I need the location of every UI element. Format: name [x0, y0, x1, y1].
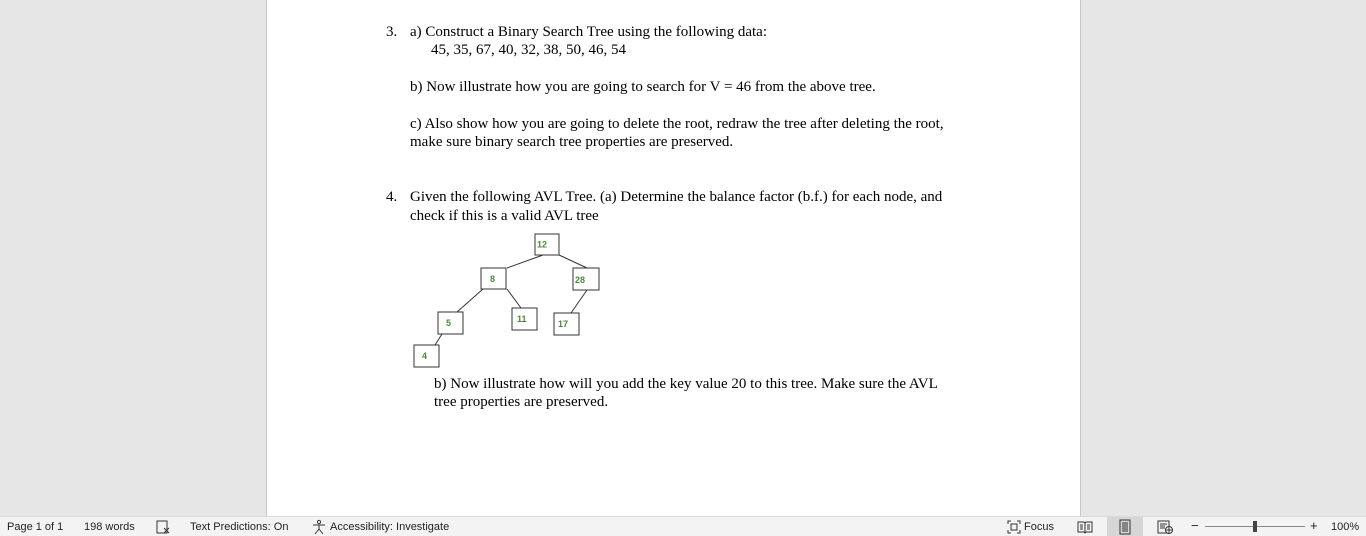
q3-data: 45, 35, 67, 40, 32, 38, 50, 46, 54: [431, 42, 626, 58]
zoom-in-button[interactable]: +: [1310, 518, 1318, 533]
zoom-slider-thumb[interactable]: [1253, 521, 1257, 532]
edge-8-11: [507, 289, 521, 308]
edge-12-28: [559, 255, 587, 268]
print-layout-icon[interactable]: [1117, 519, 1133, 535]
status-bar: [0, 516, 1366, 536]
focus-icon[interactable]: [1006, 519, 1022, 535]
q3-a-line1: a) Construct a Binary Search Tree using the following data:: [410, 24, 768, 40]
q4-a-line2: check if this is a valid AVL tree: [410, 208, 599, 224]
node-label-4: 4: [422, 351, 428, 361]
q3-number: 3.: [386, 24, 398, 40]
q3-c-line1: c) Also show how you are going to delete the root, redraw the tree after deleting the root,: [410, 116, 944, 132]
q3-c-line2: make sure binary search tree properties are preserved.: [410, 134, 734, 150]
node-label-17: 17: [558, 319, 569, 329]
q4-b-line2: tree properties are preserved.: [434, 394, 609, 410]
q3-b: b) Now illustrate how you are going to search for V = 46 from the above tree.: [410, 79, 876, 95]
focus-label[interactable]: Focus: [1024, 521, 1054, 533]
avl-tree-diagram: [267, 0, 1082, 380]
node-label-11: 11: [517, 314, 527, 324]
q4-a-line1: Given the following AVL Tree. (a) Determine the balance factor (b.f.) for each node, and: [410, 189, 943, 205]
word-count[interactable]: 198 words: [84, 521, 135, 533]
edge-12-8: [507, 255, 543, 268]
node-label-28: 28: [575, 275, 586, 285]
read-mode-icon[interactable]: [1077, 519, 1093, 535]
text-predictions-status[interactable]: Text Predictions: On: [190, 521, 289, 533]
page-count[interactable]: Page 1 of 1: [7, 521, 64, 533]
document-page[interactable]: [266, 0, 1081, 516]
zoom-out-button[interactable]: −: [1191, 518, 1199, 533]
accessibility-icon[interactable]: [311, 519, 327, 535]
node-label-8: 8: [490, 274, 496, 284]
node-label-5: 5: [446, 318, 452, 328]
q4-b-line1: b) Now illustrate how will you add the key value 20 to this tree. Make sure the AVL: [434, 376, 938, 392]
accessibility-status[interactable]: Accessibility: Investigate: [330, 521, 450, 533]
proofing-icon[interactable]: [155, 519, 171, 535]
zoom-level[interactable]: 100%: [1331, 521, 1360, 533]
web-layout-icon[interactable]: [1157, 519, 1173, 535]
edge-8-5: [457, 289, 483, 312]
edge-28-17: [571, 290, 587, 313]
edge-5-4: [435, 334, 442, 345]
node-label-12: 12: [537, 239, 548, 250]
q4-number: 4.: [386, 189, 398, 205]
